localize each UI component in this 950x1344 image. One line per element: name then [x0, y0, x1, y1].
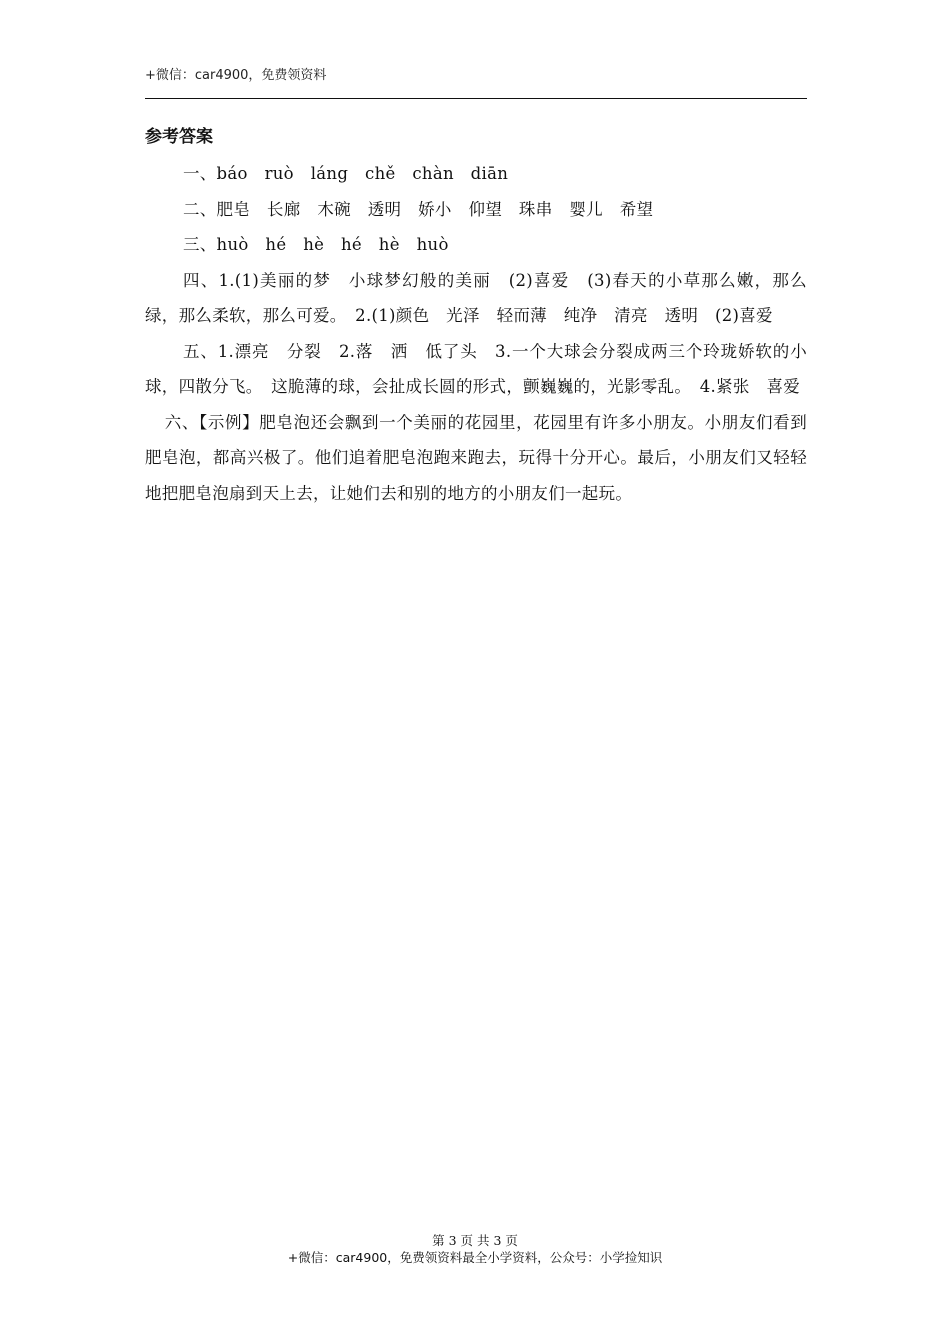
answer-section-1: 一、báo ruò láng chě chàn diān: [182, 164, 509, 183]
answer-section-3: 三、huò hé hè hé hè huò: [182, 235, 449, 254]
page-number: 第 3 页 共 3 页: [432, 1233, 518, 1248]
answer-section-5: 五、1.漂亮 分裂 2.落 洒 低了头 3.一个大球会分裂成两三个玲珑娇软的小球，四散分飞。 这脆薄的球，会扯成长圆的形式，颤巍巍的，光影零乱。 4.紧张 喜爱: [145, 341, 807, 396]
answer-key: [145, 122, 807, 511]
footer-note: +微信：car4900，免费领资料最全小学资料，公众号：小学捡知识: [287, 1250, 663, 1265]
header-divider: [145, 98, 807, 99]
answer-section-2: 二、肥皂 长廊 木碗 透明 娇小 仰望 珠串 婴儿 希望: [182, 199, 654, 219]
answer-section-6: 六、【示例】肥皂泡还会飘到一个美丽的花园里，花园里有许多小朋友。小朋友们看到肥皂泡，都高兴极了。他们追着肥皂泡跑来跑去，玩得十分开心。最后，小朋友们又轻轻地把肥皂泡扇到天上去，让她们去和别的地方的小朋友们一起玩。: [145, 412, 807, 503]
header-note: +微信：car4900，免费领资料: [145, 68, 327, 83]
answer-section-4: 四、1.(1)美丽的梦 小球梦幻般的美丽 (2)喜爱 (3)春天的小草那么嫩，那么绿，那么柔软，那么可爱。 2.(1)颜色 光泽 轻而薄 纯净 清亮 透明 (2)喜爱: [145, 270, 807, 325]
answer-key-title: 参考答案: [145, 127, 213, 147]
